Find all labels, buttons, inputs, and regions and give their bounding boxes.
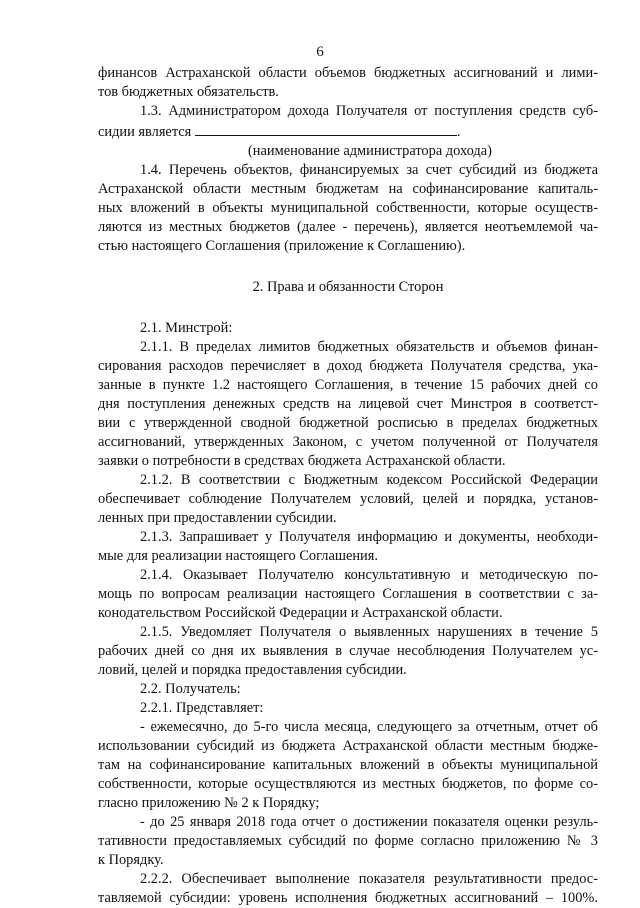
text-line: обеспечивает соблюдение Получателем условий, целей и порядка, установ- <box>98 491 598 507</box>
text-line: 2.1.1. В пределах лимитов бюджетных обязательств и объемов финан- <box>140 339 598 355</box>
text-line: 1.4. Перечень объектов, финансируемых за счет субсидий из бюджета <box>140 162 598 178</box>
text-line: вии с утвержденной сводной бюджетной росписью в пределах бюджетных <box>98 415 598 431</box>
text-line: 2.1.3. Запрашивает у Получателя информацию и документы, необходи- <box>140 529 598 545</box>
text-line: тавляемой субсидии: уровень исполнения бюджетных ассигнований – 100%. <box>98 890 598 906</box>
text-line-with-blank <box>98 121 598 142</box>
text-line: финансов Астраханской области объемов бюджетных ассигнований и лими- <box>98 65 598 81</box>
section-heading: 2. Права и обязанности Сторон <box>252 279 444 295</box>
text-line: 2.1. Минстрой: <box>140 320 233 336</box>
text-line: ассигнований, утвержденных Законом, с учетом полученной от Получателя <box>98 434 598 450</box>
text-line: там на софинансирование капитальных вложений в объекты муниципальной <box>98 757 598 773</box>
text-line: к Порядку. <box>98 852 164 868</box>
text-line: 1.3. Администратором дохода Получателя от поступления средств суб- <box>140 103 598 119</box>
text-line: мые для реализации настоящего Соглашения. <box>98 548 378 564</box>
text-line: использовании субсидий из бюджета Астраханской области местным бюдже- <box>98 738 598 754</box>
text-line: ловий, целей и порядка предоставления субсидии. <box>98 662 407 678</box>
text-line: - до 25 января 2018 года отчет о достижении показателя оценки резуль- <box>140 814 598 830</box>
text-line: занные в пункте 1.2 настоящего Соглашения, в течение 15 рабочих дней со <box>98 377 598 393</box>
blank-caption: (наименование администратора дохода) <box>248 143 492 159</box>
text-line: собственности, которые осуществляются из местных бюджетов, по форме со- <box>98 776 598 792</box>
text-line: гласно приложению № 2 к Порядку; <box>98 795 320 811</box>
text-line: - ежемесячно, до 5-го числа месяца, следующего за отчетным, отчет об <box>140 719 598 735</box>
text-line: тативности предоставляемых субсидий по форме согласно приложению № 3 <box>98 833 598 849</box>
text-fragment: . <box>456 124 461 140</box>
text-line: рабочих дней со дня их выявления в случае несоблюдения Получателем ус- <box>98 643 598 659</box>
text-line: 2.1.2. В соответствии с Бюджетным кодексом Российской Федерации <box>140 472 598 488</box>
text-line: мощь по вопросам реализации настоящего Соглашения в соответствии с за- <box>98 586 598 602</box>
text-line: дня поступления денежных средств на лицевой счет Минстроя в соответст- <box>98 396 598 412</box>
text-line: 2.1.4. Оказывает Получателю консультативную и методическую по- <box>140 567 598 583</box>
text-line: ленных при предоставлении субсидии. <box>98 510 337 526</box>
text-line: тов бюджетных обязательств. <box>98 84 279 100</box>
text-line: 2.2.2. Обеспечивает выполнение показателя результативности предос- <box>140 871 598 887</box>
text-fragment: сидии является <box>98 124 192 140</box>
text-line: стью настоящего Соглашения (приложение к Соглашению). <box>98 238 466 254</box>
document-body <box>98 64 598 908</box>
page-number: 6 <box>316 44 324 60</box>
text-line: 2.2. Получатель: <box>140 681 241 697</box>
text-line: ляются из местных бюджетов (далее - перечень), является неотъемлемой ча- <box>98 219 598 235</box>
text-line: конодательством Российской Федерации и Астраханской области. <box>98 605 503 621</box>
text-line: Астраханской области местным бюджетам на софинансирование капиталь- <box>98 181 598 197</box>
text-line: сирования расходов перечисляет в доход бюджета Получателя средства, ука- <box>98 358 598 374</box>
fill-in-blank <box>195 121 457 136</box>
text-line: 2.2.1. Представляет: <box>140 700 264 716</box>
text-line: заявки о потребности в средствах бюджета Астраханской области. <box>98 453 506 469</box>
text-line: ных вложений в объекты муниципальной собственности, которые осуществ- <box>98 200 598 216</box>
text-line: 2.1.5. Уведомляет Получателя о выявленных нарушениях в течение 5 <box>140 624 598 640</box>
